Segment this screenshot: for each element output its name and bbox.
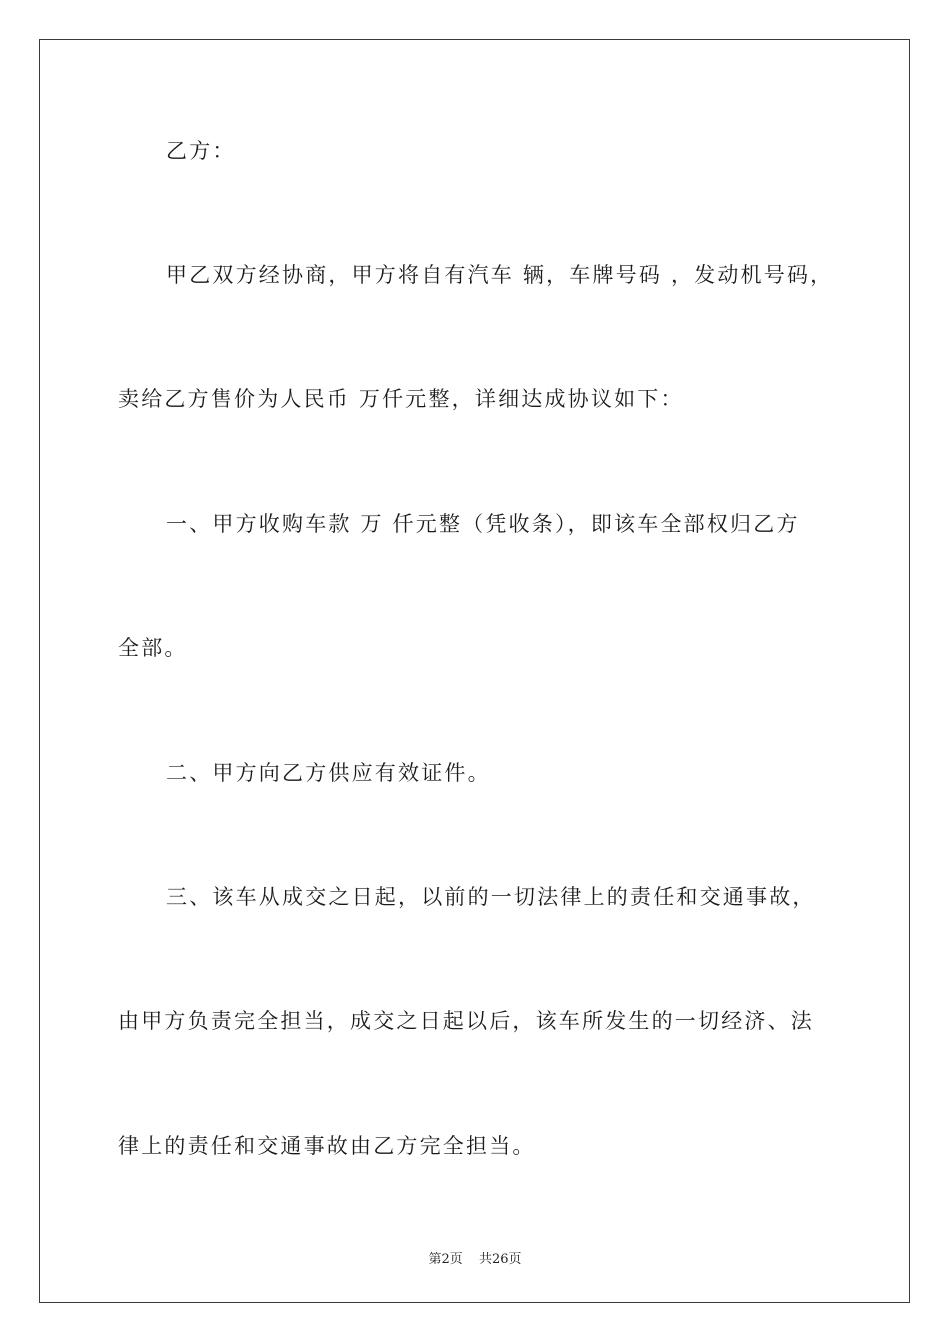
paragraph-line: 卖给乙方售价为人民币 万仟元整，详细达成协议如下： <box>118 387 684 411</box>
paragraph-line: 甲乙双方经协商，甲方将自有汽车 辆，车牌号码 ，发动机号码， <box>166 263 834 287</box>
clause-3-line: 律上的责任和交通事故由乙方完全担当。 <box>118 1134 536 1158</box>
clause-3-line: 三、该车从成交之日起，以前的一切法律上的责任和交通事故， <box>166 885 816 909</box>
party-b-label: 乙方： <box>166 139 236 163</box>
page-footer <box>0 1248 950 1267</box>
clause-2-line: 二、甲方向乙方供应有效证件。 <box>166 761 491 785</box>
page-total: 共26页 <box>478 1252 522 1267</box>
clause-1-line: 全部。 <box>118 636 188 660</box>
page-border <box>39 39 910 1303</box>
clause-3-line: 由甲方负责完全担当，成交之日起以后，该车所发生的一切经济、法 <box>118 1009 814 1033</box>
page-current: 第2页 <box>428 1252 463 1267</box>
clause-1-line: 一、甲方收购车款 万 仟元整（凭收条），即该车全部权归乙方 <box>166 512 800 536</box>
